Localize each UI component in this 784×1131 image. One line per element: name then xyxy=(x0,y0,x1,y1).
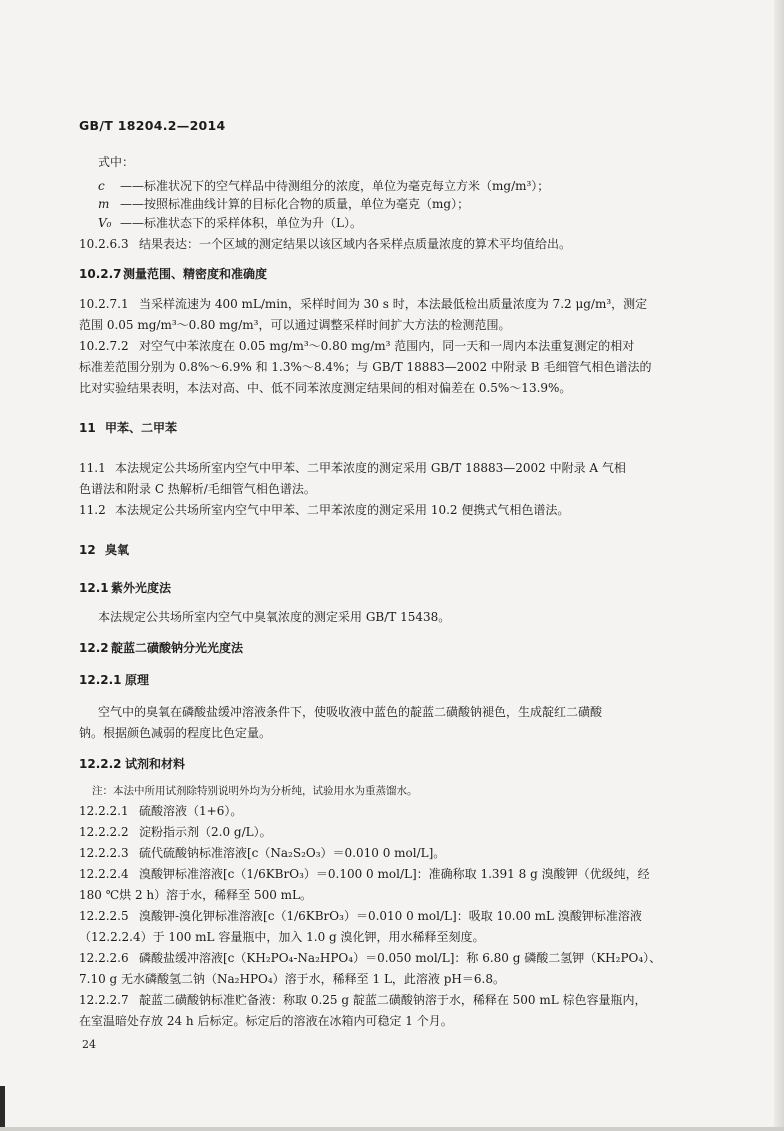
clause-text: 溴酸钾标准溶液[c（1/6KBrO₃）＝0.100 0 mol/L]：准确称取 1.391 8 g 溴酸钾（优级纯，经 xyxy=(139,867,650,881)
heading-title: 靛蓝二磺酸钠分光光度法 xyxy=(111,641,244,655)
clause-number: 12.2.2.4 xyxy=(79,867,129,881)
clause-number: 10.2.6.3 xyxy=(79,237,129,251)
clause-text: 当采样流速为 400 mL/min，采样时间为 30 s 时，本法最低检出质量浓度为 7.2 μg/m³，测定 xyxy=(139,297,648,311)
item-12-2-2-5-line1 xyxy=(79,908,642,924)
clause-number: 10.2.7.1 xyxy=(79,297,129,311)
clause-11-1-line2: 色谱法和附录 C 热解析/毛细管气相色谱法。 xyxy=(79,482,316,496)
clause-number: 12.2.2.2 xyxy=(79,825,129,839)
item-12-2-2-7-line1 xyxy=(79,992,647,1008)
heading-11 xyxy=(79,420,177,436)
clause-10-2-7-2-line2: 标准差范围分别为 0.8%～6.9% 和 1.3%～8.4%；与 GB/T 18883—2002 中附录 B 毛细管气相色谱法的 xyxy=(79,360,652,374)
item-12-2-2-3 xyxy=(79,845,445,861)
clause-number: 11.2 xyxy=(79,503,106,517)
clause-text: 溴酸钾-溴化钾标准溶液[c（1/6KBrO₃）＝0.010 0 mol/L]：吸取 10.00 mL 溴酸钾标准溶液 xyxy=(139,909,642,923)
heading-number: 12.1 xyxy=(79,581,109,595)
where-intro: 式中： xyxy=(98,155,135,169)
clause-11-2 xyxy=(79,502,569,518)
heading-12-2-2 xyxy=(79,756,185,772)
clause-number: 12.2.2.5 xyxy=(79,909,129,923)
clause-12-2-1-line2: 钠。根据颜色减弱的程度比色定量。 xyxy=(79,726,272,740)
clause-12-1-text: 本法规定公共场所室内空气中臭氧浓度的测定采用 GB/T 15438。 xyxy=(98,610,451,624)
heading-number: 10.2.7 xyxy=(79,267,122,281)
clause-number: 11.1 xyxy=(79,461,106,475)
heading-title: 甲苯、二甲苯 xyxy=(105,421,178,435)
heading-12-1 xyxy=(79,580,171,596)
clause-number: 12.2.2.7 xyxy=(79,993,129,1007)
clause-text: 本法规定公共场所室内空气中甲苯、二甲苯浓度的测定采用 GB/T 18883—2002 中附录 A 气相 xyxy=(115,461,626,475)
clause-text: 结果表达：一个区域的测定结果以该区域内各采样点质量浓度的算术平均值给出。 xyxy=(139,237,572,251)
heading-12-2 xyxy=(79,640,243,656)
clause-number: 12.2.2.3 xyxy=(79,846,129,860)
item-12-2-2-2 xyxy=(79,824,272,840)
clause-text: 硫酸溶液（1+6）。 xyxy=(139,804,243,818)
clause-text: 本法规定公共场所室内空气中甲苯、二甲苯浓度的测定采用 10.2 便携式气相色谱法。 xyxy=(115,503,570,517)
clause-10-2-7-2-line1 xyxy=(79,338,634,354)
item-12-2-2-7-line2: 在室温暗处存放 24 h 后标定。标定后的溶液在冰箱内可稳定 1 个月。 xyxy=(79,1014,453,1028)
clause-12-2-1-line1: 空气中的臭氧在磷酸盐缓冲溶液条件下，使吸收液中蓝色的靛蓝二磺酸钠褪色，生成靛红二磺酸 xyxy=(98,705,603,719)
definition: ——标准状况下的空气样品中待测组分的浓度，单位为毫克每立方米（mg/m³）； xyxy=(120,179,550,193)
clause-11-1-line1 xyxy=(79,460,626,476)
clause-number: 10.2.7.2 xyxy=(79,339,129,353)
item-12-2-2-4-line2: 180 ℃烘 2 h）溶于水，稀释至 500 mL。 xyxy=(79,888,313,902)
clause-10-2-7-2-line3: 比对实验结果表明，本法对高、中、低不同苯浓度测定结果间的相对偏差在 0.5%～13.9%。 xyxy=(79,381,572,395)
reagent-note: 注：本法中所用试剂除特别说明外均为分析纯，试验用水为重蒸馏水。 xyxy=(92,785,418,797)
heading-number: 12.2 xyxy=(79,641,109,655)
where-item-v0 xyxy=(98,215,362,231)
heading-number: 12.2.2 xyxy=(79,757,122,771)
heading-title: 臭氧 xyxy=(105,543,130,557)
heading-title: 紫外光度法 xyxy=(111,581,172,595)
definition: ——标准状态下的采样体积，单位为升（L）。 xyxy=(120,216,362,230)
clause-text: 磷酸盐缓冲溶液[c（KH₂PO₄-Na₂HPO₄）＝0.050 mol/L]：称 6.80 g 磷酸二氢钾（KH₂PO₄）、 xyxy=(139,951,662,965)
heading-number: 11 xyxy=(79,421,96,435)
clause-text: 对空气中苯浓度在 0.05 mg/m³～0.80 mg/m³ 范围内，同一天和一周内本法重复测定的相对 xyxy=(139,339,635,353)
heading-title: 测量范围、精密度和准确度 xyxy=(123,267,268,281)
where-item-c xyxy=(98,178,549,194)
item-12-2-2-6-line1 xyxy=(79,950,661,966)
symbol: c xyxy=(98,179,105,193)
heading-number: 12.2.1 xyxy=(79,673,122,687)
heading-title: 试剂和材料 xyxy=(125,757,186,771)
heading-title: 原理 xyxy=(125,673,150,687)
item-12-2-2-4-line1 xyxy=(79,866,650,882)
item-12-2-2-5-line2: （12.2.2.4）于 100 mL 容量瓶中，加入 1.0 g 溴化钾，用水稀释至刻度。 xyxy=(79,930,485,944)
heading-10-2-7 xyxy=(79,266,267,282)
definition: ——按照标准曲线计算的目标化合物的质量，单位为毫克（mg）； xyxy=(120,197,470,211)
page-number: 24 xyxy=(82,1038,96,1051)
clause-number: 12.2.2.6 xyxy=(79,951,129,965)
heading-12-2-1 xyxy=(79,672,149,688)
clause-text: 硫代硫酸钠标准溶液[c（Na₂S₂O₃）＝0.010 0 mol/L]。 xyxy=(139,846,446,860)
clause-10-2-7-1-line1 xyxy=(79,296,647,312)
clause-10-2-6-3 xyxy=(79,236,571,252)
symbol: V₀ xyxy=(98,216,112,230)
item-12-2-2-6-line2: 7.10 g 无水磷酸氢二钠（Na₂HPO₄）溶于水，稀释至 1 L，此溶液 pH＝6.8。 xyxy=(79,972,505,986)
clause-10-2-7-1-line2: 范围 0.05 mg/m³～0.80 mg/m³，可以通过调整采样时间扩大方法的检测范围。 xyxy=(79,318,511,332)
clause-text: 淀粉指示剂（2.0 g/L）。 xyxy=(139,825,272,839)
heading-number: 12 xyxy=(79,543,96,557)
symbol: m xyxy=(98,197,110,211)
heading-12 xyxy=(79,542,129,558)
standard-header: GB/T 18204.2—2014 xyxy=(79,118,226,133)
scan-edge-mark xyxy=(0,1086,5,1131)
page-bottom-edge xyxy=(0,1127,784,1131)
page-edge-shadow xyxy=(774,0,784,1131)
clause-number: 12.2.2.1 xyxy=(79,804,129,818)
item-12-2-2-1 xyxy=(79,803,242,819)
where-item-m xyxy=(98,196,469,212)
clause-text: 靛蓝二磺酸钠标准贮备液：称取 0.25 g 靛蓝二磺酸钠溶于水，稀释在 500 mL 棕色容量瓶内， xyxy=(139,993,647,1007)
